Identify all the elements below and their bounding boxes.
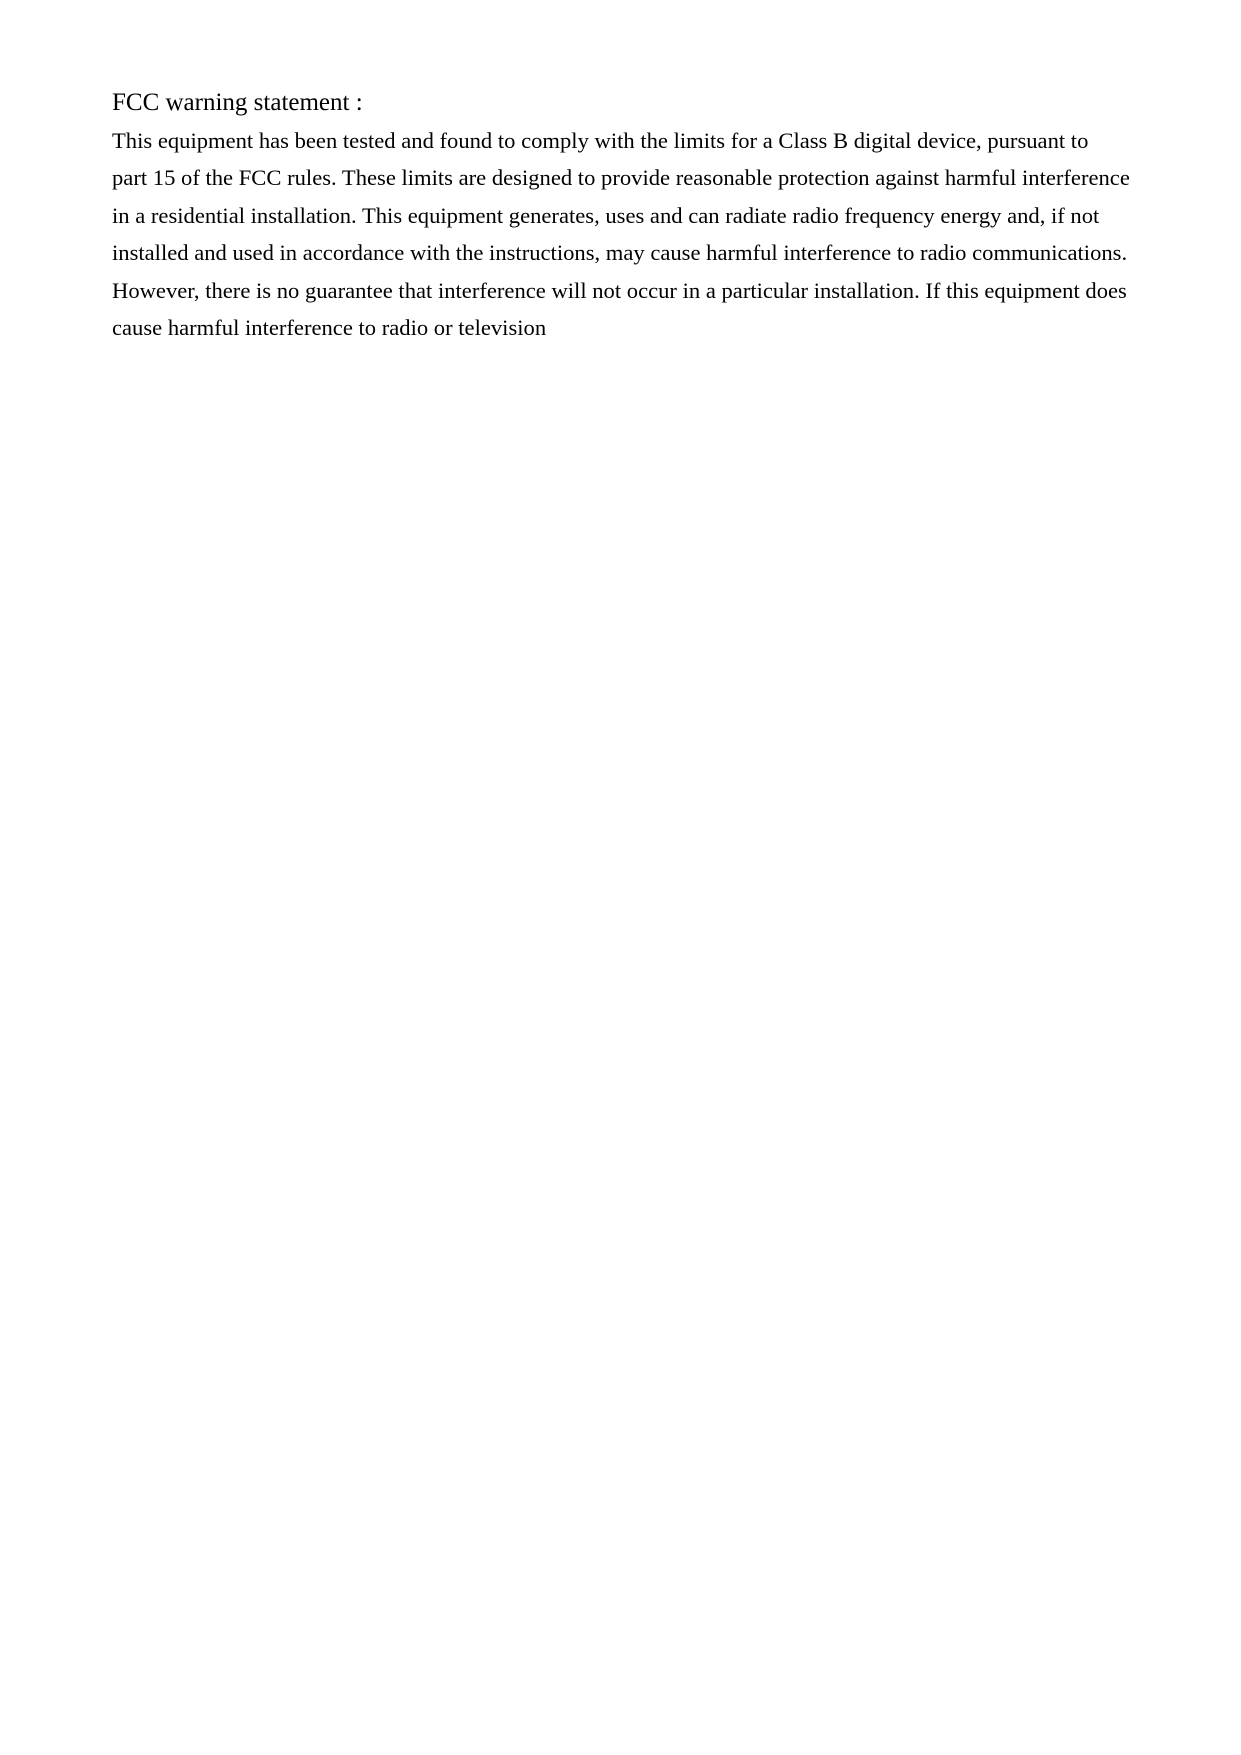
- paragraph-line: installed and used in accordance with the instructions, may cause harmful interference to radio communications.: [112, 240, 1128, 266]
- paragraph-line: in a residential installation. This equipment generates, uses and can radiate radio frequency energy and, if not: [112, 202, 1100, 228]
- paragraph-line: part 15 of the FCC rules. These limits are designed to provide reasonable protection against harmful interference: [112, 165, 1130, 191]
- paragraph-line: This equipment has been tested and found to comply with the limits for a Class B digital device, pursuant to: [112, 128, 1089, 153]
- section-heading: FCC warning statement :: [112, 89, 363, 116]
- paragraph-line: cause harmful interference to radio or television: [112, 315, 547, 341]
- paragraph-line: However, there is no guarantee that interference will not occur in a particular installation. If this equipment does: [112, 277, 1127, 303]
- statement-paragraph: [112, 122, 1152, 346]
- document-body: [112, 86, 1152, 346]
